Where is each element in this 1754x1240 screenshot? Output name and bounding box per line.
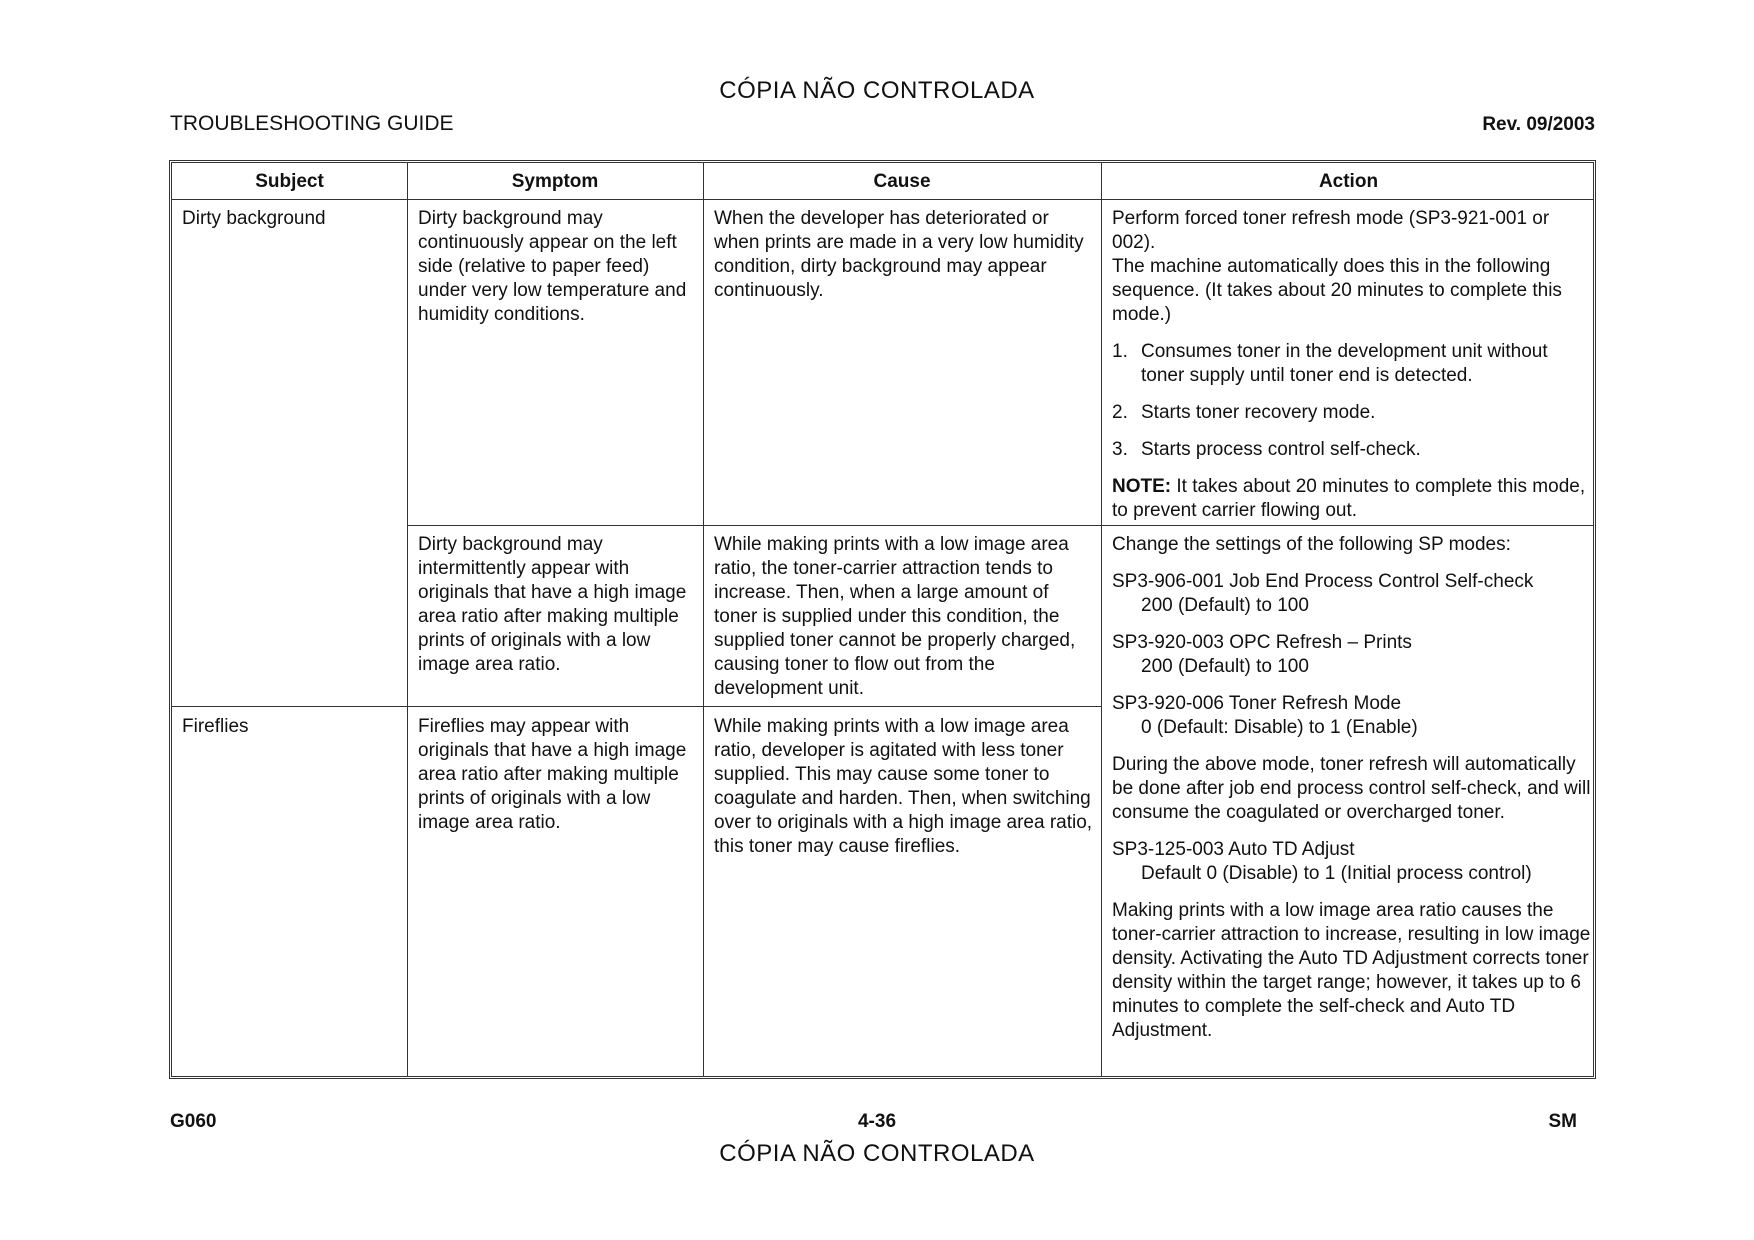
row-divider <box>407 525 1593 526</box>
header-subject: Subject <box>255 171 324 192</box>
cause-cell: While making prints with a low image area ratio, developer is agitated with less toner supplied. This may cause some toner to coagulate and harden. Then, when switching over to originals with a high image area ratio, this toner may cause fireflies. <box>714 716 1093 857</box>
subject-cell: Fireflies <box>182 716 249 737</box>
cause-cell: When the developer has deteriorated or when prints are made in a very low humidity condition, dirty background may appear continuously. <box>714 208 1084 301</box>
symptom-cell: Fireflies may appear with originals that have a high image area ratio after making multiple prints of originals with a low image area ratio. <box>418 716 687 833</box>
action-paragraph: During the above mode, toner refresh will automatically be done after job end process control self-check, and will consume the coagulated or overcharged toner. <box>1112 754 1591 823</box>
column-divider <box>1101 163 1102 1076</box>
row-divider <box>172 706 1101 707</box>
subject-cell: Dirty background <box>182 208 326 229</box>
watermark-top: CÓPIA NÃO CONTROLADA <box>719 77 1035 104</box>
troubleshooting-table <box>169 160 1596 1079</box>
watermark-bottom: CÓPIA NÃO CONTROLADA <box>719 1140 1035 1167</box>
cause-cell: While making prints with a low image area ratio, the toner-carrier attraction tends to increase. Then, when a large amount of toner is supplied under this condition, the supplied toner cannot be properly charged, causing toner to flow out from the development unit. <box>714 534 1076 699</box>
sp-mode-title: SP3-906-001 Job End Process Control Self-check <box>1112 571 1534 592</box>
sequence-step: 1. Consumes toner in the development unit without toner supply until toner end is detected. <box>1112 341 1548 386</box>
column-divider <box>703 163 704 1076</box>
header-cause: Cause <box>873 171 931 192</box>
page-number: 4-36 <box>857 1111 897 1132</box>
action-note: NOTE: It takes about 20 minutes to complete this mode, to prevent carrier flowing out. <box>1112 476 1586 521</box>
action-intro: The machine automatically does this in the following sequence. (It takes about 20 minutes to complete this mode.) <box>1112 256 1562 325</box>
header-action: Action <box>1318 171 1379 192</box>
symptom-cell: Dirty background may intermittently appear with originals that have a high image area ratio after making multiple prints of originals with a low image area ratio. <box>418 534 687 675</box>
header-symptom: Symptom <box>511 171 599 192</box>
sp-mode-title: SP3-920-006 Toner Refresh Mode <box>1112 693 1402 714</box>
action-paragraph: Making prints with a low image area ratio causes the toner-carrier attraction to increase, resulting in low image density. Activating the Auto TD Adjustment corrects toner density within the target range; however, it takes up to 6 minutes to complete the self-check and Auto TD Adjustment. <box>1112 900 1591 1041</box>
sp-mode-title: SP3-920-003 OPC Refresh – Prints <box>1112 632 1412 653</box>
note-label: NOTE: <box>1112 476 1172 497</box>
action-cell <box>1112 207 1592 523</box>
sequence-step: 3. Starts process control self-check. <box>1112 439 1421 460</box>
sequence-step: 2. Starts toner recovery mode. <box>1112 402 1376 423</box>
sp-mode-value: 200 (Default) to 100 <box>1141 595 1309 616</box>
model-code: G060 <box>170 1111 217 1132</box>
sp-mode-value: 200 (Default) to 100 <box>1141 656 1309 677</box>
sp-mode-title: SP3-125-003 Auto TD Adjust <box>1112 839 1355 860</box>
action-intro: Change the settings of the following SP modes: <box>1112 534 1511 555</box>
guide-title: TROUBLESHOOTING GUIDE <box>170 112 454 135</box>
column-divider <box>407 163 408 1076</box>
shared-action-cell <box>1112 533 1592 1043</box>
action-intro: Perform forced toner refresh mode (SP3-921-001 or 002). <box>1112 208 1550 253</box>
header-divider <box>172 199 1593 200</box>
revision-label: Rev. 09/2003 <box>1482 114 1595 135</box>
sp-mode-value: Default 0 (Disable) to 1 (Initial process control) <box>1141 863 1532 884</box>
symptom-cell: Dirty background may continuously appear on the left side (relative to paper feed) under very low temperature and humidity conditions. <box>418 208 687 325</box>
manual-type: SM <box>1548 1111 1577 1132</box>
sp-mode-value: 0 (Default: Disable) to 1 (Enable) <box>1141 717 1418 738</box>
